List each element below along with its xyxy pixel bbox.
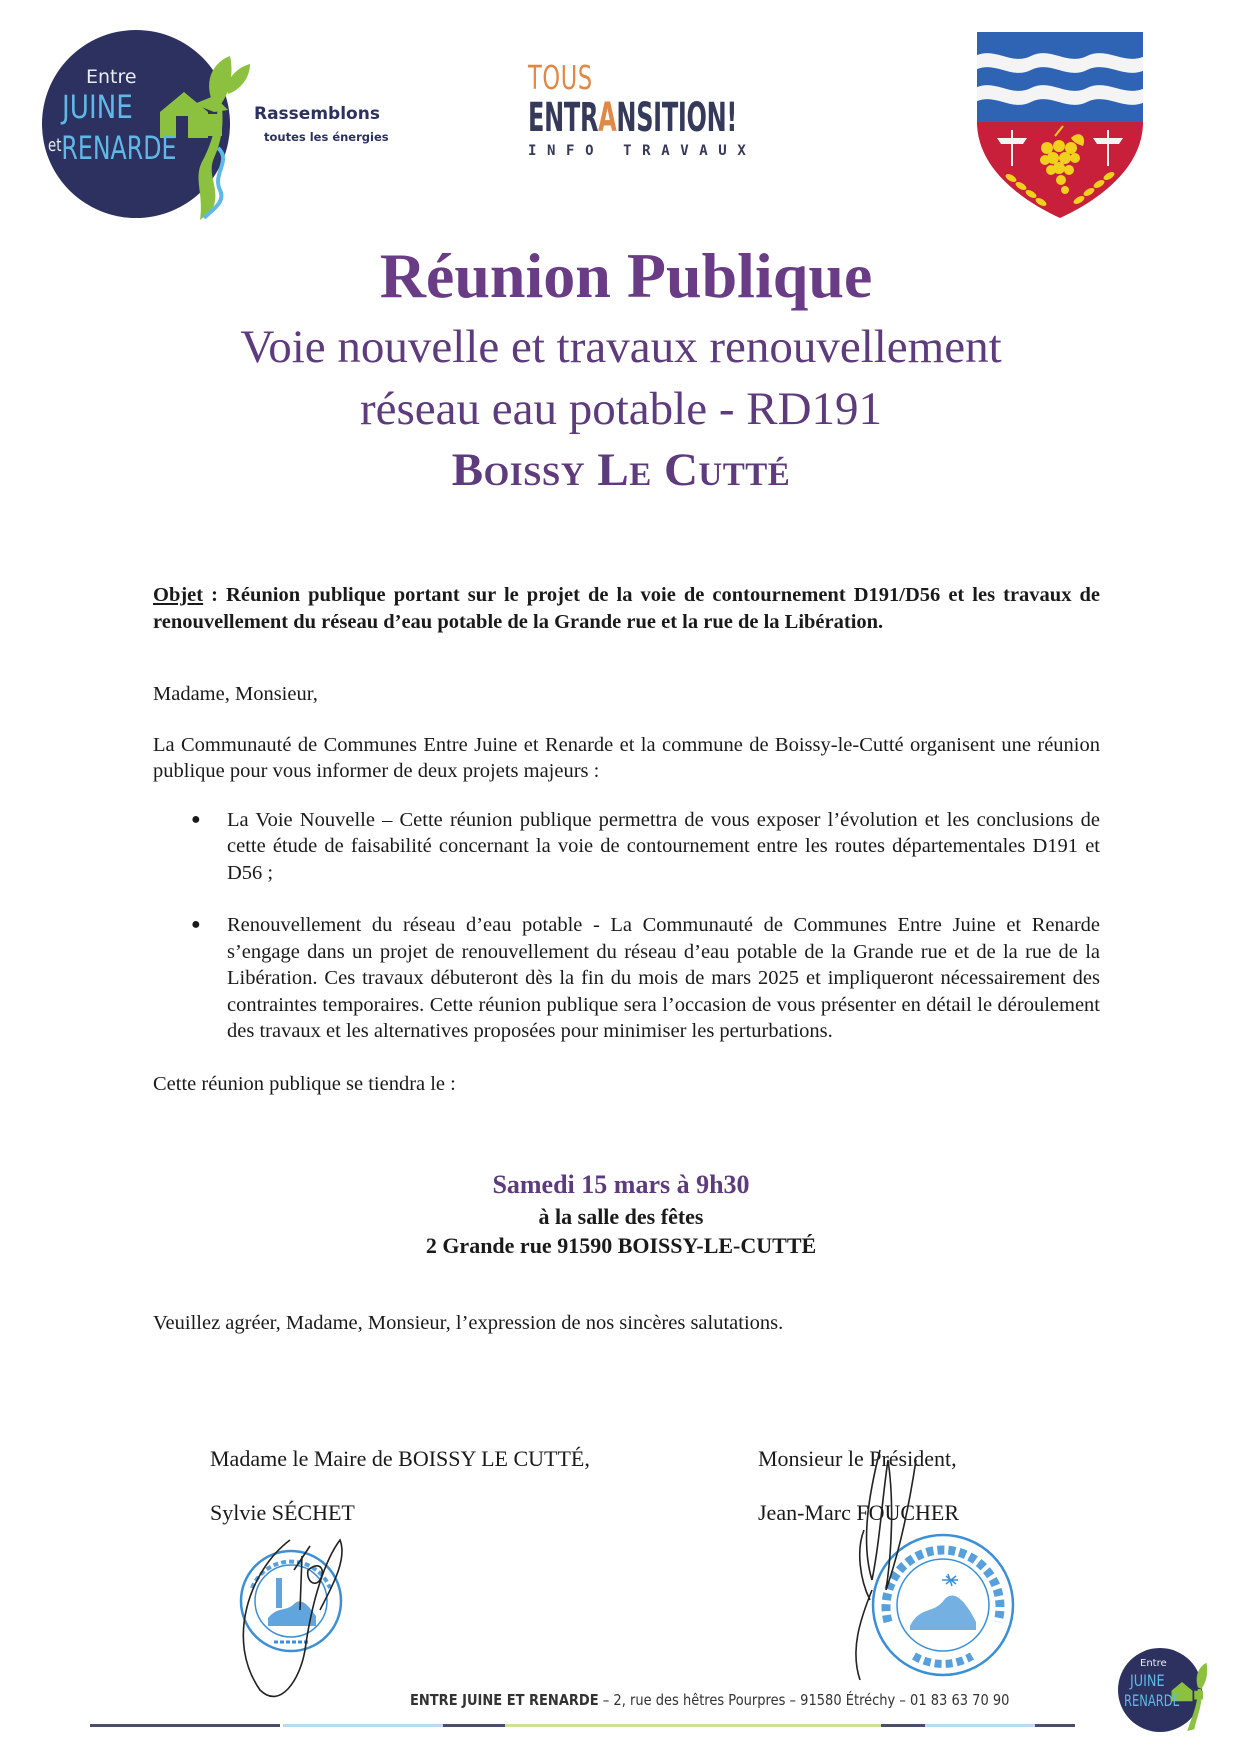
- page-title: Réunion Publique: [379, 240, 873, 311]
- subtitle-line-1: Voie nouvelle et travaux renouvellement: [240, 321, 1002, 373]
- event-details: [0, 1168, 1242, 1260]
- coat-of-arms-icon: [975, 30, 1145, 220]
- logo-text-entransition: [528, 95, 738, 141]
- list-item: [153, 912, 1100, 1045]
- footer-address: [410, 1690, 1009, 1710]
- logo-tous-en-transition: [528, 60, 778, 164]
- footer-logo-text-1: Entre: [1140, 1658, 1167, 1669]
- objet-label: Objet: [153, 584, 204, 606]
- title-city: Boissy Le Cutté: [451, 444, 791, 496]
- signatory-title: Madame le Maire de BOISSY LE CUTTÉ,: [210, 1446, 590, 1471]
- signatory-name: Jean-Marc FOUCHER: [758, 1500, 960, 1525]
- footer-rule-segment: [925, 1724, 1035, 1727]
- footer-rule-segment: [90, 1724, 280, 1727]
- logo-text-renarde-word: RENARDE: [61, 129, 177, 167]
- event-date: Samedi 15 mars à 9h30: [492, 1170, 750, 1199]
- event-venue: à la salle des fêtes: [538, 1204, 704, 1229]
- logo-text-highlight: A: [598, 95, 617, 141]
- logo-text-tous: TOUS: [528, 58, 593, 97]
- announce-text: Cette réunion publique se tiendra le :: [153, 1072, 456, 1095]
- signatory-name: Sylvie SÉCHET: [210, 1500, 355, 1525]
- footer-rule-segment: [505, 1724, 881, 1727]
- logo-tagline-2: toutes les énergies: [264, 130, 389, 144]
- bullet-icon: ●: [191, 810, 201, 828]
- bullet-icon: ●: [191, 916, 201, 933]
- salutation: Madame, Monsieur,: [153, 683, 318, 705]
- logo-text-renarde: [48, 128, 176, 166]
- title-block: [0, 236, 1242, 500]
- closing-formula: Veuillez agréer, Madame, Monsieur, l’expression de nos sincères salutations.: [153, 1312, 784, 1334]
- footer-logo: [1118, 1648, 1210, 1740]
- logo-text-entr: ENTR: [528, 95, 599, 141]
- list-item: [153, 807, 1100, 887]
- signature-scribble-mayor: [230, 1530, 370, 1710]
- signature-scribble-president: [820, 1440, 930, 1690]
- objet-text: : Réunion publique portant sur le projet de la voie de contournement D191/D56 et les travaux de renouvellement du réseau d’eau potable de la Grande rue et la rue de la Libération.: [153, 584, 1100, 633]
- footer-rule-segment: [283, 1724, 443, 1727]
- footer-rule-segment: [1035, 1724, 1075, 1727]
- logo-text-nsition: NSITION!: [616, 95, 738, 141]
- signatory-title: Monsieur le Président,: [758, 1446, 957, 1471]
- project-text: La Voie Nouvelle – Cette réunion publique permettra de vous exposer l’évolution et les conclusions de cette étude de faisabilité concernant la voie de contournement entre les routes départementales D191 et D56 ;: [227, 808, 1100, 884]
- signature-block-mayor: [210, 1446, 590, 1526]
- footer-contact: – 2, rue des hêtres Pourpres – 91580 Étréchy – 01 83 63 70 90: [598, 1691, 1010, 1709]
- projects-list: [153, 807, 1100, 1045]
- footer-rule-segment: [881, 1724, 925, 1727]
- logo-text-entre: Entre: [86, 66, 137, 88]
- logo-text-et: et: [48, 135, 62, 156]
- objet-paragraph: [153, 582, 1100, 635]
- event-address: 2 Grande rue 91590 BOISSY-LE-CUTTÉ: [425, 1233, 817, 1258]
- project-text: Renouvellement du réseau d’eau potable - La Communauté de Communes Entre Juine et Renarde s’engage dans un projet de renouvellement du réseau d’eau potable de la Grande rue et de la rue de la Libération. Ces travaux débuteront dès la fin du mois de mars 2025 et impliqueront nécessairement des contraintes temporaires. Cette réunion publique sera l’occasion de vous présenter en détail le déroulement des travaux et les alternatives proposées pour minimiser les perturbations.: [227, 914, 1100, 1042]
- footer-logo-text-3: RENARDE: [1124, 1691, 1180, 1710]
- logo-tagline-1: Rassemblons: [254, 104, 380, 124]
- footer-logo-text-2: JUINE: [1130, 1671, 1165, 1690]
- subtitle-line-2: réseau eau potable - RD191: [359, 383, 883, 435]
- intro-paragraph: La Communauté de Communes Entre Juine et Renarde et la commune de Boissy-le-Cutté organisent une réunion publique pour vous informer de deux projets majeurs :: [153, 733, 1100, 782]
- footer-org: ENTRE JUINE ET RENARDE: [410, 1691, 599, 1709]
- logo-text-juine: JUINE: [62, 88, 133, 126]
- footer-rule-segment: [443, 1724, 505, 1727]
- letter-body: [153, 582, 1100, 1097]
- logo-text-info-travaux: INFO TRAVAUX: [528, 143, 757, 159]
- logo-entre-juine-et-renarde: [42, 30, 412, 230]
